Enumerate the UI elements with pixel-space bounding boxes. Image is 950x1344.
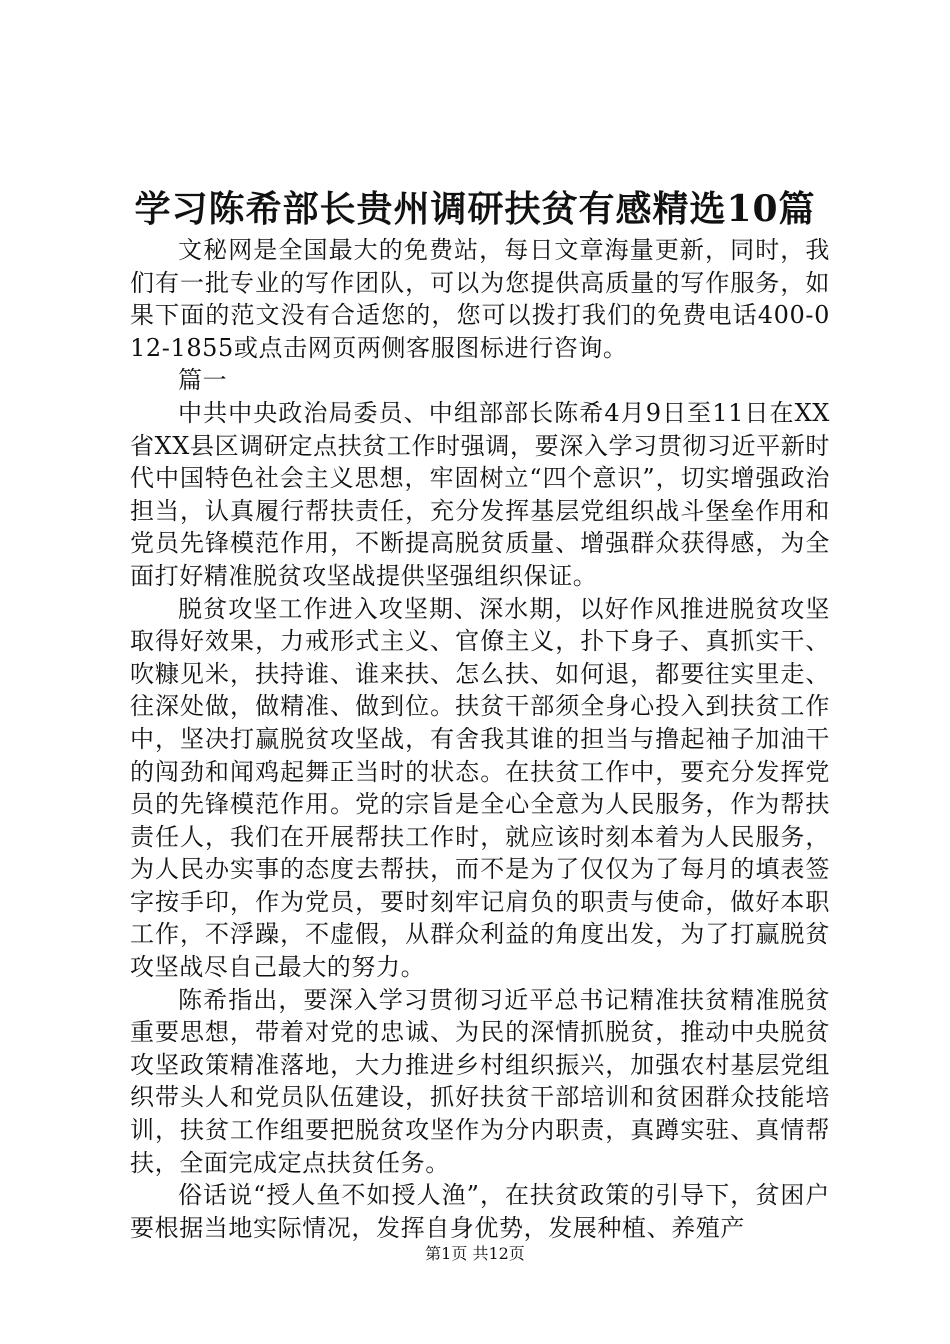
document-body <box>130 234 830 1244</box>
page-number-footer: 第1页 共12页 <box>425 1244 525 1263</box>
paragraph-2: 脱贫攻坚工作进入攻坚期、深水期，以好作风推进脱贫攻坚取得好效果，力戒形式主义、官僚主义，扑下身子、真抓实干、吹糠见米，扶持谁、谁来扶、怎么扶、如何退，都要往实里走、往深处做，做精准、做到位。扶贫干部须全身心投入到扶贫工作中，坚决打赢脱贫攻坚战，有舍我其谁的担当与撸起袖子加油干的闯劲和闻鸡起舞正当时的状态。在扶贫工作中，要充分发挥党员的先锋模范作用。党的宗旨是全心全意为人民服务，作为帮扶责任人，我们在开展帮扶工作时，就应该时刻本着为人民服务，为人民办实事的态度去帮扶，而不是为了仅仅为了每月的填表签字按手印，作为党员，要时刻牢记肩负的职责与使命，做好本职工作，不浮躁，不虚假，从群众利益的角度出发，为了打赢脱贫攻坚战尽自己最大的努力。 <box>130 594 830 982</box>
document-title: 学习陈希部长贵州调研扶贫有感精选10篇 <box>134 188 816 230</box>
paragraph-3: 陈希指出，要深入学习贯彻习近平总书记精准扶贫精准脱贫重要思想，带着对党的忠诚、为民的深情抓脱贫，推动中央脱贫攻坚政策精准落地，大力推进乡村组织振兴，加强农村基层党组织带头人和党员队伍建设，抓好扶贫干部培训和贫困群众技能培训，扶贫工作组要把脱贫攻坚作为分内职责，真蹲实驻、真情帮扶，全面完成定点扶贫任务。 <box>130 985 830 1177</box>
paragraph-4: 俗话说“授人鱼不如授人渔”，在扶贫政策的引导下，贫困户要根据当地实际情况，发挥自身优势，发展种植、养殖产 <box>130 1181 830 1242</box>
paragraph-1: 中共中央政治局委员、中组部部长陈希4月9日至11日在XX省XX县区调研定点扶贫工作时强调，要深入学习贯彻习近平新时代中国特色社会主义思想，牢固树立“四个意识”，切实增强政治担当，认真履行帮扶责任，充分发挥基层党组织战斗堡垒作用和党员先锋模范作用，不断提高脱贫质量、增强群众获得感，为全面打好精准脱贫攻坚战提供坚强组织保证。 <box>130 398 830 590</box>
paragraph-section-heading: 篇一 <box>178 366 228 395</box>
paragraph-intro: 文秘网是全国最大的免费站，每日文章海量更新，同时，我们有一批专业的写作团队，可以为您提供高质量的写作服务，如果下面的范文没有合适您的，您可以拨打我们的免费电话400-012-1855或点击网页两侧客服图标进行咨询。 <box>130 236 830 362</box>
